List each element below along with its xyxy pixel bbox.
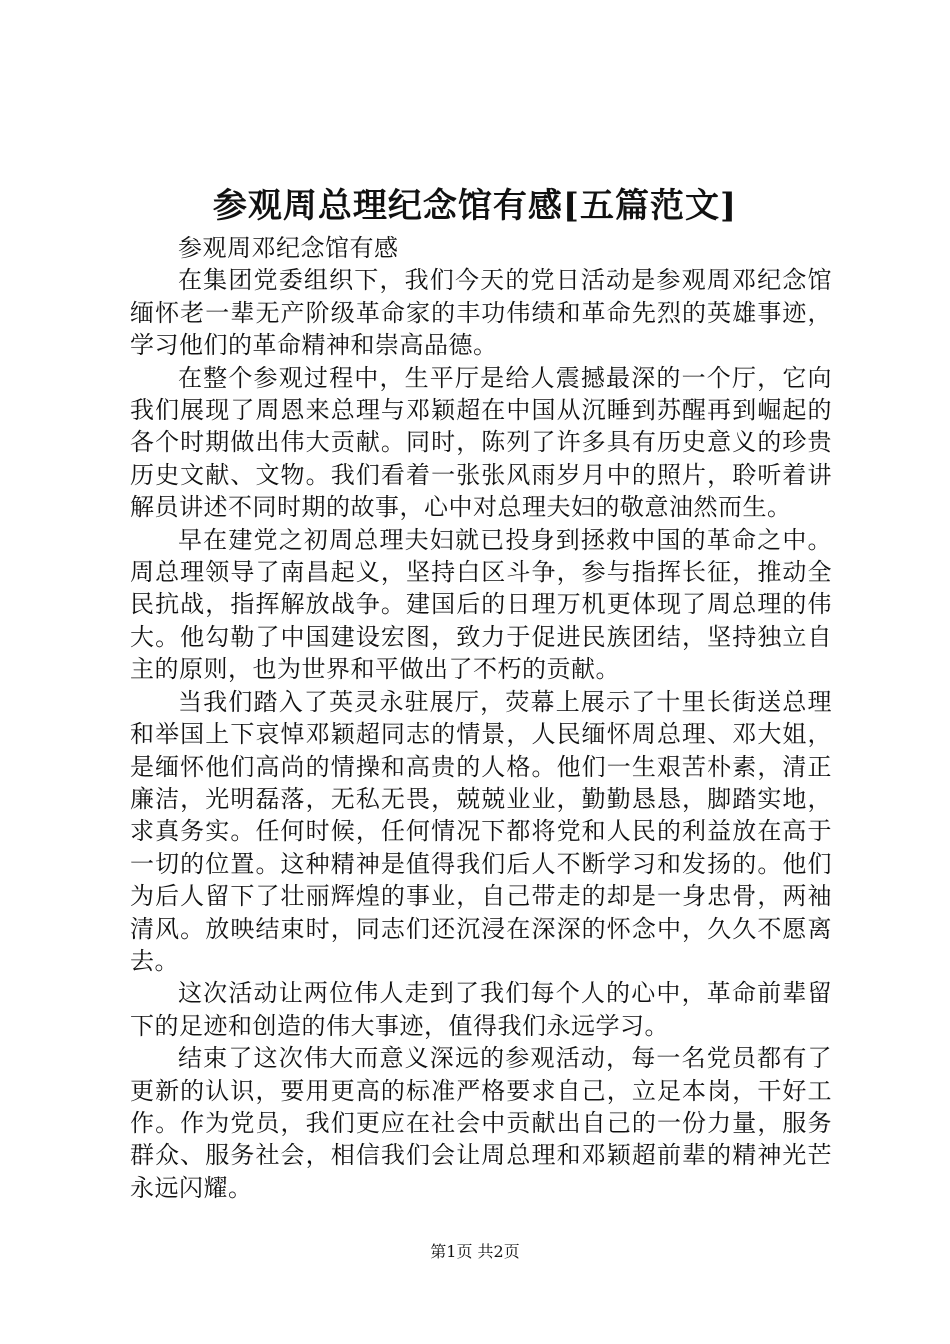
- subtitle: 参观周邓纪念馆有感: [178, 234, 399, 262]
- paragraph: 结束了这次伟大而意义深远的参观活动，每一名党员都有了更新的认识，要用更高的标准严格要求自己，立足本岗，干好工作。作为党员，我们更应在社会中贡献出自己的一份力量，服务群众、服务社会，相信我们会让周总理和邓颖超前辈的精神光芒永远闪耀。: [130, 1044, 832, 1202]
- paragraph: 早在建党之初周总理夫妇就已投身到拯救中国的革命之中。周总理领导了南昌起义，坚持白区斗争，参与指挥长征，推动全民抗战，指挥解放战争。建国后的日理万机更体现了周总理的伟大。他勾勒了中国建设宏图，致力于促进民族团结，坚持独立自主的原则，也为世界和平做出了不朽的贡献。: [130, 525, 832, 684]
- paragraph: 当我们踏入了英灵永驻展厅，荧幕上展示了十里长街送总理和举国上下哀悼邓颖超同志的情景，人民缅怀周总理、邓大姐，是缅怀他们高尚的情操和高贵的人格。他们一生艰苦朴素，清正廉洁，光明磊落，无私无畏，兢兢业业，勤勤恳恳，脚踏实地，求真务实。任何时候，任何情况下都将党和人民的利益放在高于一切的位置。这种精神是值得我们后人不断学习和发扬的。他们为后人留下了壮丽辉煌的事业，自己带走的却是一身忠骨，两袖清风。放映结束时，同志们还沉浸在深深的怀念中，久久不愿离去。: [130, 687, 832, 975]
- paragraph: 这次活动让两位伟人走到了我们每个人的心中，革命前辈留下的足迹和创造的伟大事迹，值得我们永远学习。: [130, 979, 832, 1040]
- document-body: [130, 232, 832, 1204]
- page-footer: 第1页 共2页: [430, 1242, 520, 1261]
- paragraph: 在集团党委组织下，我们今天的党日活动是参观周邓纪念馆缅怀老一辈无产阶级革命家的丰功伟绩和革命先烈的英雄事迹，学习他们的革命精神和崇高品德。: [130, 266, 832, 360]
- paragraph: 在整个参观过程中，生平厅是给人震撼最深的一个厅，它向我们展现了周恩来总理与邓颖超在中国从沉睡到苏醒再到崛起的各个时期做出伟大贡献。同时，陈列了许多具有历史意义的珍贵历史文献、文物。我们看着一张张风雨岁月中的照片，聆听着讲解员讲述不同时期的故事，心中对总理夫妇的敬意油然而生。: [130, 363, 832, 522]
- document-title: 参观周总理纪念馆有感[五篇范文]: [212, 186, 738, 226]
